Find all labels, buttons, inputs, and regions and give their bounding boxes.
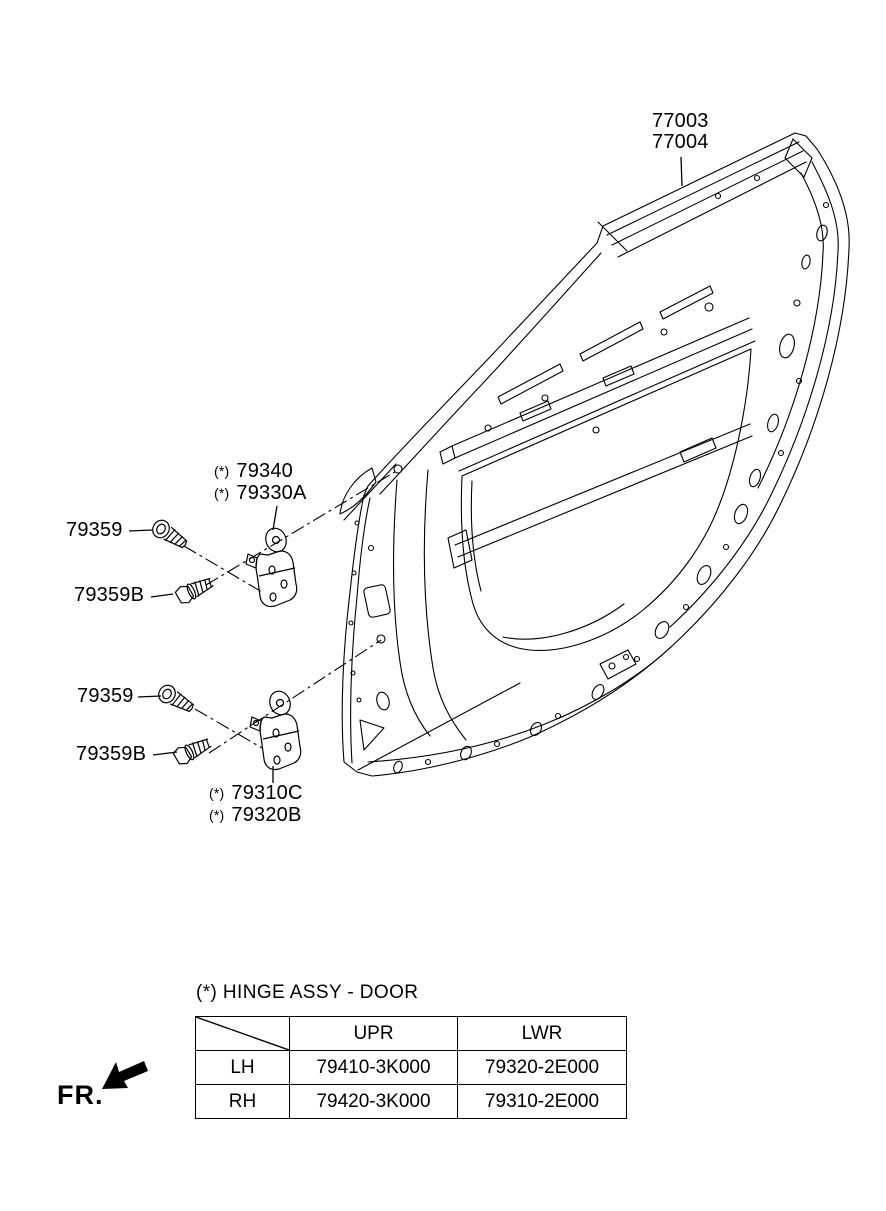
table-row-lh	[196, 1051, 627, 1085]
hinge-table	[195, 1016, 627, 1119]
table-corner-cell	[196, 1017, 290, 1051]
door-panel-drawing	[340, 133, 849, 776]
part-number-79340: 79340	[236, 460, 293, 482]
part-number-79330A: 79330A	[236, 482, 307, 504]
part-label-lower-hinge	[209, 783, 303, 827]
table-row-rh	[196, 1085, 627, 1119]
cell-rh-lwr: 79310-2E000	[458, 1085, 627, 1119]
part-number-77004: 77004	[652, 131, 709, 153]
door-holes	[349, 176, 829, 775]
part-number-79320B: 79320B	[231, 804, 302, 826]
upper-hinge-drawing	[246, 525, 297, 606]
lower-screw-icon	[156, 682, 197, 716]
cell-lh-upr: 79410-3K000	[290, 1051, 458, 1085]
cell-lh-lwr: 79320-2E000	[458, 1051, 627, 1085]
part-label-upper-bolt: 79359B	[74, 584, 145, 606]
part-label-upper-hinge	[214, 461, 307, 505]
part-label-lower-bolt: 79359B	[76, 743, 147, 765]
window-sash-lines	[380, 139, 812, 494]
front-orientation-label: FR.	[57, 1080, 104, 1110]
row-header-rh: RH	[196, 1085, 290, 1119]
asterisk-note-icon: (*)	[214, 485, 230, 501]
corner-diagonal-line	[196, 1017, 289, 1050]
part-number-79310C: 79310C	[231, 782, 303, 804]
asterisk-note-icon: (*)	[209, 785, 225, 801]
lower-bolt-icon	[172, 735, 213, 767]
upper-screw-icon	[149, 517, 190, 552]
asterisk-note-icon: (*)	[209, 807, 225, 823]
column-header-lwr: LWR	[458, 1017, 627, 1051]
table-header-row	[196, 1017, 627, 1051]
column-header-upr: UPR	[290, 1017, 458, 1051]
front-direction-arrow-icon	[102, 1061, 148, 1089]
row-header-lh: LH	[196, 1051, 290, 1085]
part-label-lower-screw: 79359	[77, 685, 134, 707]
front-pillar-structure	[340, 464, 672, 770]
impact-beam	[448, 424, 752, 568]
asterisk-note-icon: (*)	[214, 463, 230, 479]
upper-bolt-icon	[174, 574, 215, 606]
assembly-centerlines	[184, 470, 398, 753]
lower-hinge-drawing	[250, 688, 301, 769]
part-label-door	[652, 111, 709, 153]
cell-rh-upr: 79420-3K000	[290, 1085, 458, 1119]
part-label-upper-screw: 79359	[66, 519, 123, 541]
inner-aperture	[461, 349, 751, 650]
hinge-assy-legend-note: (*) HINGE ASSY - DOOR	[196, 982, 419, 1003]
rear-hem-lines	[670, 162, 838, 627]
part-number-77003: 77003	[652, 110, 709, 132]
